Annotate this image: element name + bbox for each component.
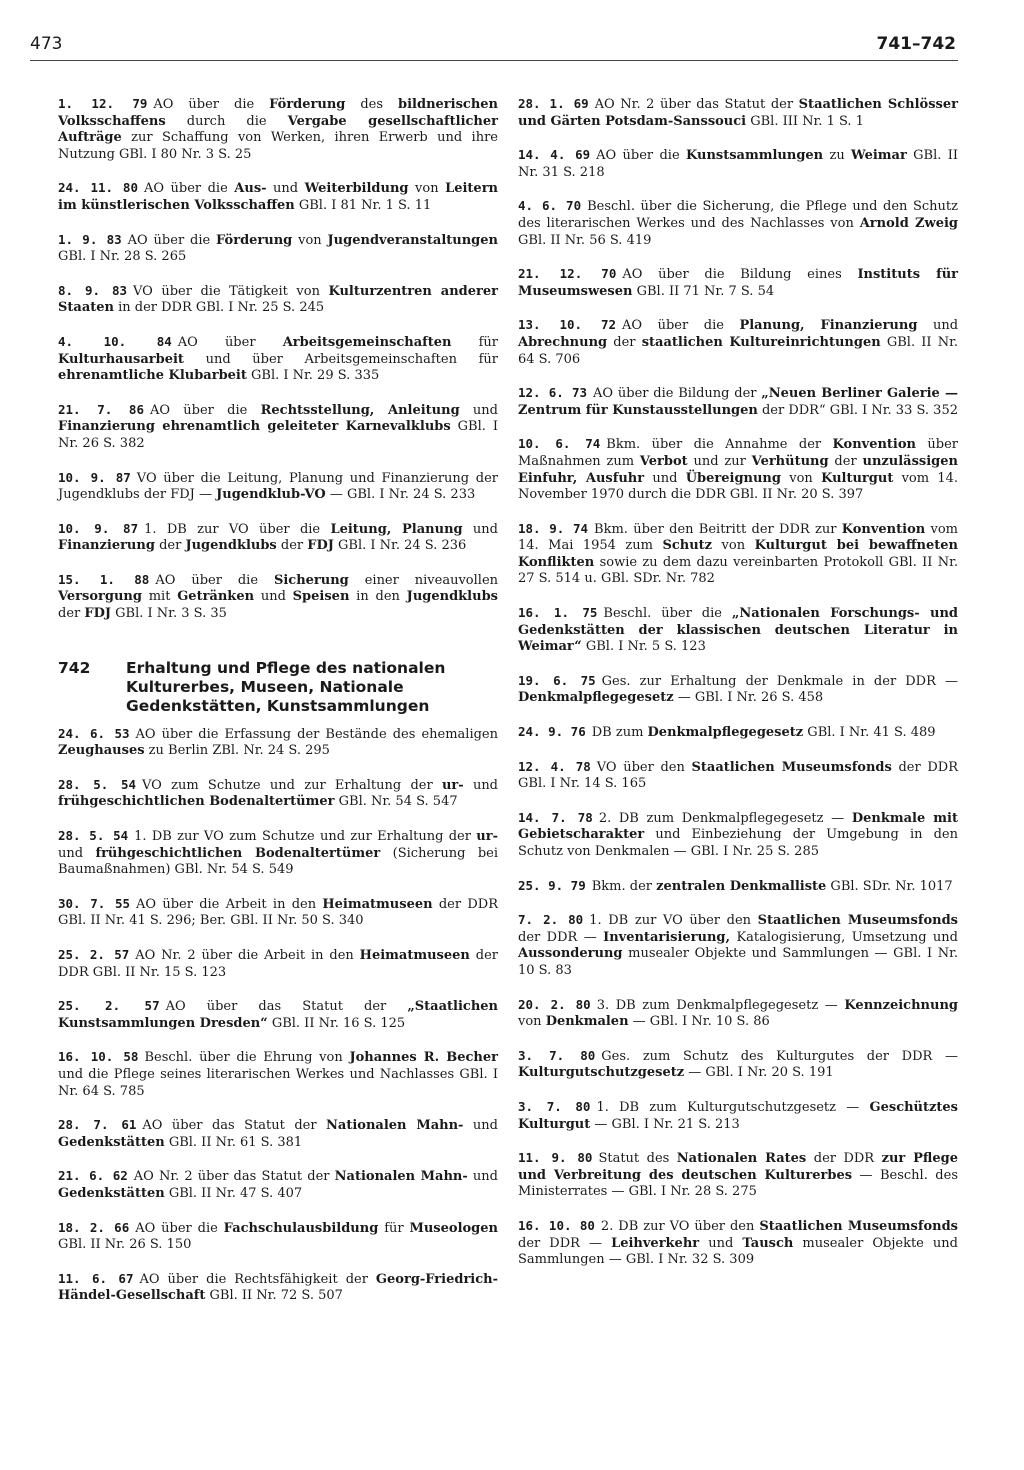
entry-keyword: Weiterbildung [304,181,409,197]
entry-text: GBl. II 71 Nr. 7 S. 54 [632,283,775,299]
entry-keyword: Abrechnung [518,334,608,350]
entry-keyword: Jugendveranstaltungen [327,232,498,248]
entry-text: GBl. II Nr. 31 S. 218 [518,148,959,180]
entry-list-741 [58,96,498,623]
entry-keyword: Leitung, Planung [330,521,463,537]
entry-text: AO über die [149,402,261,418]
entry-date: 21. 6. 62 [58,1168,128,1184]
entry-text: von [712,538,755,554]
entry-keyword: Denkmalen [545,1014,629,1030]
entry-keyword: „Staatlichen Kunstsammlungen Dresden“ [58,999,499,1031]
entry-date: 1. 9. 83 [58,231,122,247]
entry-text: der DDR GBl. II Nr. 15 S. 123 [58,948,498,980]
entry-keyword: Zeughauses [58,743,145,759]
regulation-entry [58,283,498,317]
entry-text: vom 14. Mai 1954 zum [518,521,958,554]
entry-text: Statut des [598,1151,677,1167]
entry-date: 3. 7. 80 [518,1047,596,1063]
entry-text: GBl. I 81 Nr. 1 S. 11 [294,197,432,213]
entry-text: und über Arbeitsgemeinschaften für [183,351,498,367]
entry-date: 16. 10. 58 [58,1049,139,1065]
entry-text: Beschl. über die Ehrung von [144,1050,350,1066]
regulation-entry [58,96,498,163]
entry-keyword: Rechtsstellung, Anleitung [260,402,460,418]
entry-text: AO Nr. 2 über das Statut der [133,1169,335,1185]
entry-text: der DDR — [518,929,604,945]
entry-text: AO über die [155,572,274,588]
regulation-entry [58,1220,498,1254]
entry-text: der [154,538,186,554]
entry-date: 30. 7. 55 [58,895,131,911]
entry-date: 28. 1. 69 [518,96,589,111]
regulation-entry [58,572,498,623]
regulation-entry [58,896,498,930]
section-heading [58,659,498,716]
entry-text: zu [823,148,852,164]
entry-text: 2. DB zur VO über den [600,1218,760,1234]
entry-date: 21. 12. 70 [518,266,617,282]
entry-keyword: Förderung [216,232,293,248]
entry-text: vom 14. November 1970 durch die DDR GBl. II Nr. 20 S. 397 [518,470,959,503]
entry-text: AO Nr. 2 über die Arbeit in den [135,948,360,963]
regulation-entry [58,1168,498,1202]
header-rule [30,60,958,61]
entry-keyword: Aussonderung [518,946,623,962]
entry-text: 1. DB zur VO über den [589,913,758,929]
entry-date: 8. 9. 83 [58,282,127,298]
entry-text: mit [141,589,178,605]
entry-keyword: Kulturgut [821,470,894,486]
entry-keyword: Geschütztes Kulturgut [518,1099,958,1132]
entry-text: für [451,334,498,350]
entry-text: AO über das Statut der [165,999,408,1015]
regulation-entry [518,436,958,503]
entry-text: GBl. II Nr. 72 S. 507 [205,1288,343,1304]
entry-keyword: Getränken [177,589,255,605]
entry-text: und [917,318,959,334]
entry-keyword: bildnerischen Volksschaffens [58,97,499,129]
entry-text: VO über die Tätigkeit von [133,283,329,299]
entry-keyword: Denkmale mit Gebietscharakter [518,810,958,843]
entry-keyword: Kulturzentren anderer Staaten [58,283,498,316]
entry-date: 11. 6. 67 [58,1270,134,1286]
entry-text: Katalogisierung, Umsetzung und [730,929,958,945]
entry-keyword: Johannes R. Becher [349,1050,498,1066]
entry-text: der DDR GBl. II Nr. 41 S. 296; Ber. GBl. II Nr. 50 S. 340 [58,896,498,929]
regulation-entry [518,521,958,588]
entry-keyword: Weimar [851,148,907,164]
entry-date: 11. 9. 80 [518,1150,593,1166]
entry-keyword: Heimatmuseen [322,896,433,912]
entry-text: über Maßnahmen zum [518,437,959,469]
entry-keyword: Fachschulausbildung [223,1220,379,1236]
entry-text: GBl. I Nr. 3 S. 35 [111,606,227,622]
entry-text: und [699,1235,743,1251]
entry-text: AO über [177,334,283,350]
entry-date: 24. 6. 53 [58,725,130,741]
regulation-entry [518,724,958,742]
entry-text: GBl. III Nr. 1 S. 1 [746,113,864,129]
entry-text: des [345,97,399,112]
entry-text: Bkm. über den Beitritt der DDR zur [594,521,842,537]
regulation-entry [518,266,958,300]
regulation-entry [58,1117,498,1151]
regulation-entry [518,605,958,656]
entry-keyword: frühgeschichtlichen Bodenaltertümer [58,794,335,810]
entry-keyword: Übereignung [685,470,781,486]
entry-keyword: Nationalen Mahn- [326,1118,464,1134]
entry-text: AO über die Arbeit in den [136,896,323,912]
entry-text: für [378,1220,410,1236]
entry-date: 24. 9. 76 [518,724,586,740]
entry-keyword: Sicherung [273,572,349,588]
entry-text: GBl. I Nr. 24 S. 236 [333,538,467,554]
entry-keyword: Verhütung [751,453,829,469]
entry-text: und [463,777,499,793]
entry-text: und [459,402,498,418]
entry-keyword: Förderung [269,97,346,112]
entry-keyword: Tausch [742,1235,794,1251]
entry-date: 25. 9. 79 [518,877,586,893]
entry-text: durch die [165,113,288,129]
entry-date: 25. 2. 57 [58,998,160,1014]
regulation-entry [58,1271,498,1305]
entry-text: — GBl. I Nr. 21 S. 213 [590,1116,740,1132]
entry-text: 3. DB zum Denkmalpflegegesetz — [596,997,845,1013]
entry-date: 12. 4. 78 [518,758,591,774]
entry-keyword: Schutz [662,538,713,554]
entry-date: 28. 5. 54 [58,776,137,792]
entry-text: Beschl. über die Sicherung, die Pflege und den Schutz des literarischen Werkes und des Nachlasses von [518,199,958,231]
entry-date: 24. 11. 80 [58,180,138,196]
entry-keyword: Georg-Friedrich-Händel-Gesellschaft [58,1271,498,1304]
entry-keyword: staatlichen Kultureinrichtungen [641,334,881,350]
entry-text: GBl. II Nr. 26 S. 150 [58,1237,192,1253]
entry-text: der [276,538,308,554]
entry-keyword: Gedenkstätten [58,1185,165,1201]
entry-text: GBl. I Nr. 41 S. 489 [803,725,936,741]
entry-keyword: ehrenamtliche Klubarbeit [58,368,247,384]
entry-keyword: ur- [476,829,498,845]
entry-date: 18. 9. 74 [518,520,589,536]
regulation-entry [58,402,498,453]
entry-text: der [828,453,863,469]
entry-text: GBl. I Nr. 28 S. 265 [58,249,187,265]
section-title: Erhaltung und Pflege des nationalen Kulturerbes, Museen, Nationale Gedenkstätten, Kunstsammlungen [126,658,446,715]
regulation-entry [518,810,958,861]
entry-date: 28. 7. 61 [58,1117,137,1133]
entry-keyword: Konvention [841,521,926,537]
regulation-entry [518,1218,958,1269]
entry-keyword: Nationalen Mahn- [334,1169,468,1185]
entry-keyword: Instituts für Museumswesen [518,267,958,299]
entry-keyword: Staatlichen Schlösser und Gärten Potsdam-Sanssouci [518,97,958,129]
entry-keyword: Staatlichen Museumsfonds [757,913,958,929]
entry-date: 15. 1. 88 [58,571,150,587]
regulation-entry [518,912,958,979]
entry-date: 20. 2. 80 [518,996,591,1012]
entry-keyword: Kulturhausarbeit [58,351,184,367]
left-column [58,96,498,1322]
entry-text: und zur [687,453,752,469]
entry-keyword: ur- [441,777,464,793]
entry-keyword: Nationalen Rates [676,1151,807,1167]
regulation-entry [518,673,958,707]
entry-text: zur Schaffung von Werken, ihren Erwerb und ihre Nutzung GBl. I 80 Nr. 3 S. 25 [58,130,498,162]
entry-text: AO über die [153,97,270,112]
entry-text: — GBl. I Nr. 10 S. 86 [628,1014,770,1030]
entry-keyword: Jugendklubs [406,589,498,605]
entry-keyword: Vergabe gesellschaftlicher Aufträge [58,113,499,146]
regulation-entry [58,726,498,760]
section-number: 742 [58,658,91,677]
entry-keyword: Staatlichen Museumsfonds [691,759,892,775]
entry-date: 25. 2. 57 [58,947,130,962]
entry-text: in den [349,589,407,605]
section-range: 741–742 [876,34,956,54]
regulation-entry [518,147,958,181]
entry-text: GBl. II Nr. 16 S. 125 [267,1015,406,1031]
entry-text: AO über die Rechtsfähigkeit der [139,1271,376,1287]
regulation-entry [58,521,498,555]
entry-keyword: „Neuen Berliner Galerie — Zentrum für Kunstausstellungen [518,386,958,418]
entry-keyword: Jugendklub-VO [216,487,326,503]
entry-text: GBl. II Nr. 47 S. 407 [164,1185,303,1201]
entry-text: DB zum [591,725,648,741]
entry-keyword: Versorgung [58,589,142,605]
entry-date: 3. 7. 80 [518,1098,591,1114]
entry-keyword: Planung, Finanzierung [739,318,918,334]
entry-date: 4. 6. 70 [518,198,582,214]
entry-keyword: Heimatmuseen [359,948,470,963]
regulation-entry [58,998,498,1032]
entry-date: 18. 2. 66 [58,1219,130,1235]
entry-text: von [408,181,446,197]
entry-date: 10. 9. 87 [58,520,139,536]
entry-text: AO über die Bildung eines [622,267,858,283]
entry-text: GBl. Nr. 54 S. 547 [334,794,458,810]
regulation-entry [518,878,958,896]
entry-keyword: Leihverkehr [611,1235,700,1251]
entry-date: 13. 10. 72 [518,317,617,333]
entry-keyword: Gedenkstätten [58,1134,165,1150]
regulation-entry [518,1048,958,1082]
entry-list-742-continued [518,96,958,1269]
entry-keyword: Jugendklubs [185,538,277,554]
entry-text: und [58,845,96,861]
entry-text: (Sicherung bei Baumaßnahmen) GBl. Nr. 54 S. 549 [58,845,498,878]
entry-text: AO Nr. 2 über das Statut der [594,97,799,112]
entry-text: und [644,470,686,486]
entry-text: GBl. I Nr. 29 S. 335 [246,368,380,384]
entry-keyword: Kulturgutschutzgesetz [518,1065,685,1081]
entry-date: 10. 9. 87 [58,469,131,485]
entry-text: Ges. zum Schutz des Kulturgutes der DDR — [601,1048,958,1064]
entry-text: der DDR GBl. I Nr. 14 S. 165 [518,759,958,792]
entry-date: 14. 4. 69 [518,147,591,163]
regulation-entry [518,385,958,419]
regulation-entry [58,777,498,811]
entry-text: 1. DB zum Kulturgutschutzgesetz — [596,1099,870,1115]
entry-date: 16. 10. 80 [518,1217,595,1233]
entry-keyword: „Nationalen Forschungs- und Gedenkstätten der klassischen deutschen Literatur in Weimar“ [518,606,958,655]
entry-text: der DDR — [518,1235,612,1251]
entry-text: von [780,470,822,486]
right-column [518,96,958,1286]
entry-text: der [58,606,85,622]
regulation-entry [58,828,498,879]
regulation-entry [518,759,958,793]
entry-date: 19. 6. 75 [518,672,596,688]
entry-keyword: zentralen Denkmalliste [656,878,827,894]
entry-text: GBl. II Nr. 64 S. 706 [518,334,958,367]
entry-text: — GBl. I Nr. 24 S. 233 [325,487,476,503]
regulation-entry [58,1049,498,1100]
entry-date: 1. 12. 79 [58,96,148,111]
entry-date: 21. 7. 86 [58,401,144,417]
entry-text: der [607,334,642,350]
entry-keyword: Kennzeichnung [844,997,958,1013]
entry-keyword: frühgeschichtlichen Bodenaltertümer [95,845,381,861]
entry-keyword: Aus- [234,181,267,197]
entry-keyword: Finanzierung [58,538,155,554]
entry-keyword: FDJ [307,538,334,554]
entry-text: und [254,589,293,605]
regulation-entry [58,232,498,266]
entry-keyword: Denkmalpflegegesetz [518,690,674,706]
entry-text: in der DDR GBl. I Nr. 25 S. 245 [113,300,325,316]
entry-keyword: unzulässigen Einfuhr, Ausfuhr [518,453,958,486]
entry-text: AO über die [622,318,740,334]
entry-text: einer niveauvollen [348,572,499,588]
entry-text: von [518,1014,546,1030]
entry-keyword: Arnold Zweig [859,215,959,231]
entry-text: 2. DB zum Denkmalpflegegesetz — [598,810,852,826]
entry-text: — Beschl. des Ministerrates — GBl. I Nr. 28 S. 275 [518,1167,958,1200]
entry-text: VO zum Schutze und zur Erhaltung der [142,777,442,793]
entry-text: musealer Objekte und Sammlungen — GBl. I Nr. 32 S. 309 [518,1235,958,1268]
entry-keyword: Kulturgut bei bewaffneten Konflikten [518,538,958,570]
entry-date: 7. 2. 80 [518,912,584,928]
regulation-entry [518,1150,958,1201]
entry-text: zu Berlin ZBl. Nr. 24 S. 295 [144,743,330,759]
entry-text: 1. DB zur VO zum Schutze und zur Erhaltung der [134,829,477,845]
entry-text: und [463,1118,498,1134]
entry-text: GBl. SDr. Nr. 1017 [826,878,953,894]
entry-date: 12. 6. 73 [518,385,588,401]
entry-text: Beschl. über die [603,606,732,622]
entry-text: VO über den [596,759,692,775]
entry-text: AO über die [596,148,686,164]
entry-text: AO über die Erfassung der Bestände des ehemaligen [135,726,498,742]
regulation-entry [58,334,498,385]
entry-date: 10. 6. 74 [518,436,601,452]
entry-text: sowie zu dem dazu vereinbarten Protokoll GBl. II Nr. 27 S. 514 u. GBl. SDr. Nr. 782 [518,554,958,587]
entry-text: der DDR [806,1151,882,1167]
entry-text: und Einbeziehung der Umgebung in den Schutz von Denkmalen — GBl. I Nr. 25 S. 285 [518,827,958,859]
regulation-entry [58,947,498,981]
entry-text: und [462,521,498,537]
regulation-entry [518,96,958,130]
entry-text: Bkm. über die Annahme der [606,437,833,453]
entry-text: von [292,232,328,248]
regulation-entry [518,198,958,249]
entry-text: AO über die [127,232,217,248]
entry-keyword: Finanzierung ehrenamtlich geleiteter Karnevalklubs [58,419,451,435]
entry-text: musealer Objekte und Sammlungen — GBl. I Nr. 10 S. 83 [518,946,958,978]
entry-text: und [266,181,305,197]
entry-text: 1. DB zur VO über die [144,521,331,537]
entry-text: der DDR“ GBl. I Nr. 33 S. 352 [757,402,958,418]
entry-keyword: Konvention [832,437,916,453]
entry-text: AO über die [135,1220,224,1236]
entry-text: VO über die Leitung, Planung und Finanzierung der Jugendklubs der FDJ — [58,470,498,503]
entry-text: — GBl. I Nr. 20 S. 191 [684,1065,834,1081]
regulation-entry [58,180,498,214]
entry-keyword: Museologen [409,1220,498,1236]
entry-keyword: FDJ [84,606,112,622]
regulation-entry [518,1099,958,1133]
entry-list-742 [58,726,498,1305]
entry-text: Bkm. der [591,878,657,894]
entry-keyword: Speisen [292,589,350,605]
entry-keyword: Verbot [639,453,688,469]
entry-keyword: Arbeitsgemeinschaften [282,334,452,350]
page-number: 473 [30,34,63,54]
entry-text: GBl. I Nr. 5 S. 123 [581,639,706,655]
regulation-entry [518,317,958,368]
entry-text: GBl. I Nr. 26 S. 382 [58,419,498,451]
entry-keyword: zur Pflege und Verbreitung des deutschen Kulturerbes [518,1151,958,1183]
entry-text: AO über die Bildung der [593,386,762,402]
entry-text: — GBl. I Nr. 26 S. 458 [673,690,824,706]
entry-keyword: Staatlichen Museumsfonds [759,1218,958,1234]
entry-text: GBl. II Nr. 61 S. 381 [164,1134,303,1150]
entry-text: und die Pflege seines literarischen Werkes und Nachlasses GBl. I Nr. 64 S. 785 [58,1066,498,1099]
entry-date: 16. 1. 75 [518,605,598,621]
entry-text: Ges. zur Erhaltung der Denkmale in der DDR — [601,673,958,689]
entry-date: 4. 10. 84 [58,333,172,349]
entry-text: GBl. II Nr. 56 S. 419 [518,232,652,248]
entry-text: AO über das Statut der [142,1118,327,1134]
entry-date: 28. 5. 54 [58,828,129,844]
entry-text: AO über die [143,181,235,197]
entry-keyword: Kunstsammlungen [685,148,824,164]
regulation-entry [58,470,498,504]
entry-keyword: Inventarisierung, [603,929,731,945]
entry-keyword: Leitern im künstlerischen Volksschaffen [58,181,498,213]
entry-keyword: Denkmalpflegegesetz [647,725,804,741]
entry-date: 14. 7. 78 [518,809,593,825]
entry-text: und [467,1169,498,1185]
regulation-entry [518,997,958,1031]
